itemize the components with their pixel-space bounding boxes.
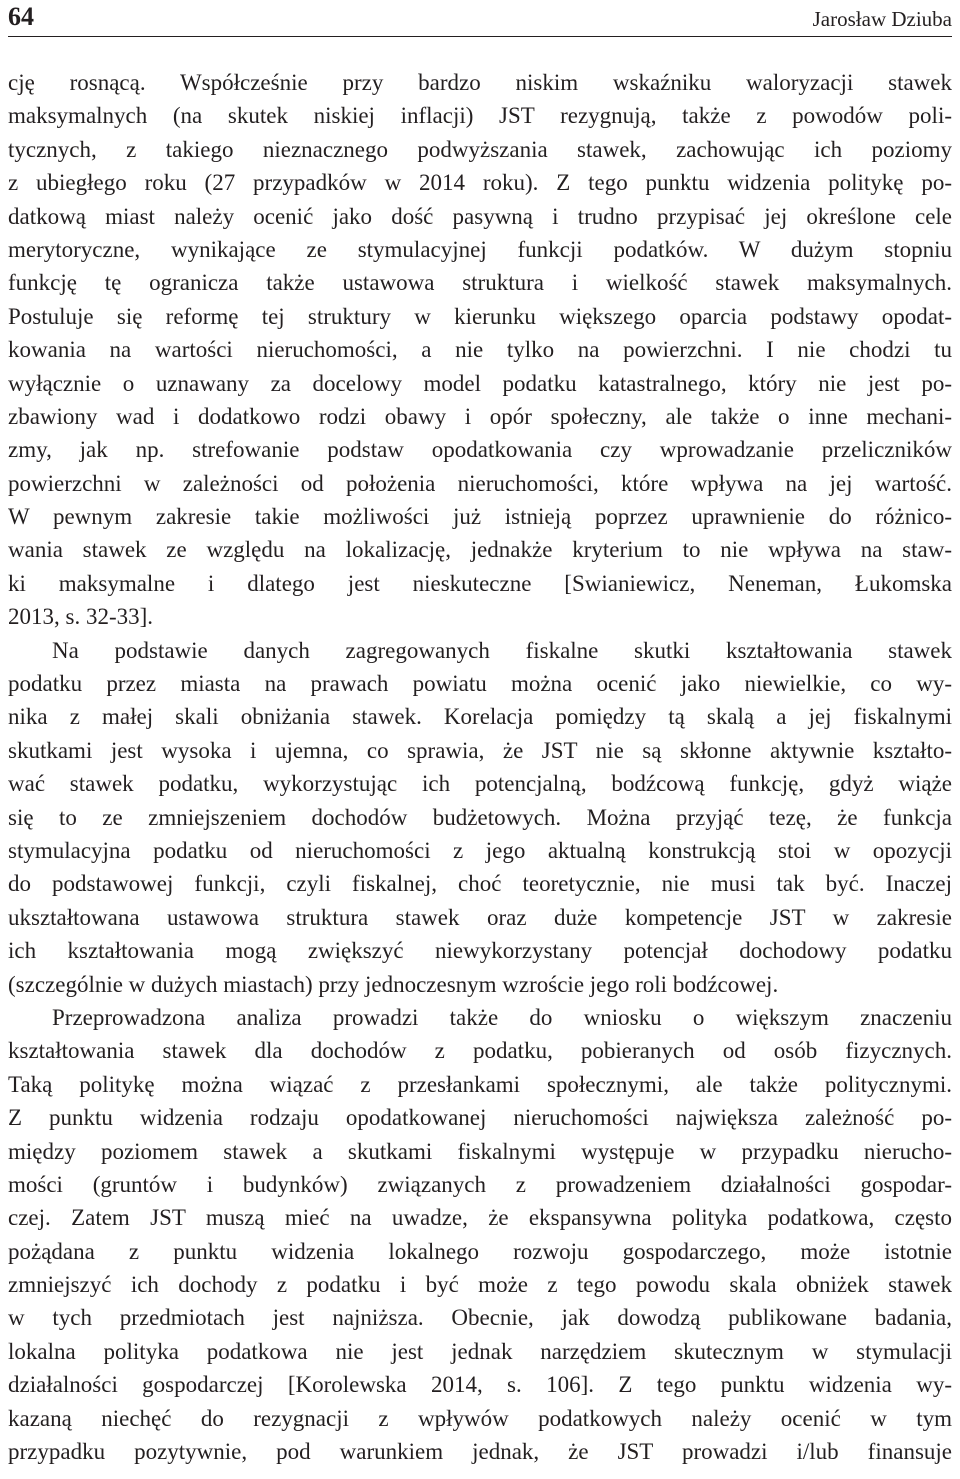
text-line: wyłącznie o uznawany za docelowy model podatku katastralnego, który nie jest po- — [8, 370, 952, 396]
text-line: kowania na wartości nieruchomości, a nie tylko na powierzchni. I nie chodzi tu — [8, 337, 952, 363]
text-line: wania stawek ze względu na lokalizację, jednakże kryterium to nie wpływa na staw- — [8, 537, 952, 563]
text-line: lokalna polityka podatkowa nie jest jednak narzędziem skutecznym w stymulacji — [8, 1338, 952, 1364]
text-line: ukształtowana ustawowa struktura stawek oraz duże kompetencje JST w zakresie — [8, 904, 952, 930]
text-line: działalności gospodarczej [Korolewska 2014, s. 106]. Z tego punktu widzenia wy- — [8, 1372, 952, 1398]
text-line: Postuluje się reformę tej struktury w kierunku większego oparcia podstawy opodat- — [8, 303, 952, 329]
text-line: Przeprowadzona analiza prowadzi także do wniosku o większym znaczeniu — [52, 1004, 952, 1030]
text-line: zbawiony wad i dodatkowo rodzi obawy i opór społeczny, ale także o inne mechani- — [8, 403, 952, 429]
text-line: mości (gruntów i budynków) związanych z prowadzeniem działalności gospodar- — [8, 1171, 952, 1197]
text-line: maksymalnych (na skutek niskiej inflacji) JST rezygnują, także z powodów poli- — [8, 103, 952, 129]
page-number: 64 — [8, 2, 34, 31]
text-line: czej. Zatem JST muszą mieć na uwadze, że ekspansywna polityka podatkowa, często — [8, 1205, 952, 1231]
text-line: przypadku pozytywnie, pod warunkiem jednak, że JST prowadzi i/lub finansuje — [8, 1439, 952, 1465]
text-line: 2013, s. 32-33]. — [8, 604, 154, 630]
text-line: w tych przedmiotach jest najniższa. Obecnie, jak dowodzą publikowane badania, — [8, 1305, 952, 1331]
text-line: zmniejszyć ich dochody z podatku i być może z tego powodu skala obniżek stawek — [8, 1272, 952, 1298]
running-head-author: Jarosław Dziuba — [812, 7, 952, 31]
page-header — [8, 0, 952, 37]
text-line: Taką politykę można wiązać z przesłankami społecznymi, ale także politycznymi. — [8, 1071, 952, 1097]
text-line: cję rosnącą. Współcześnie przy bardzo niskim wskaźniku waloryzacji stawek — [8, 70, 952, 95]
text-line: podatku przez miasta na prawach powiatu można ocenić jako niewielkie, co wy- — [8, 671, 952, 697]
text-line: (szczególnie w dużych miastach) przy jednoczesnym wzroście jego roli bodźcowej. — [8, 971, 779, 997]
text-line: do podstawowej funkcji, czyli fiskalnej, choć teoretycznie, nie musi tak być. Inaczej — [8, 871, 952, 897]
text-line: stymulacyjna podatku od nieruchomości z jego aktualną konstrukcją stoi w opozycji — [8, 837, 952, 863]
text-line: powierzchni w zależności od położenia nieruchomości, które wpływa na jej wartość. — [8, 470, 952, 496]
text-line: się to ze zmniejszeniem dochodów budżetowych. Można przyjąć tezę, że funkcja — [8, 804, 952, 830]
text-line: merytoryczne, wynikające ze stymulacyjnej funkcji podatków. W dużym stopniu — [8, 236, 952, 262]
text-line: pożądana z punktu widzenia lokalnego rozwoju gospodarczego, może istotnie — [8, 1238, 952, 1264]
text-line: Z punktu widzenia rodzaju opodatkowanej nieruchomości największa zależność po- — [8, 1105, 952, 1131]
text-line: kształtowania stawek dla dochodów z podatku, pobieranych od osób fizycznych. — [8, 1038, 952, 1064]
text-line: z ubiegłego roku (27 przypadków w 2014 roku). Z tego punktu widzenia politykę po- — [8, 170, 952, 196]
text-line: ich kształtowania mogą zwiększyć niewykorzystany potencjał dochodowy podatku — [8, 938, 952, 964]
text-line: kazaną niechęć do rezygnacji z wpływów podatkowych należy ocenić w tym — [8, 1405, 952, 1431]
text-line: nika z małej skali obniżania stawek. Korelacja pomiędzy tą skalą a jej fiskalnymi — [8, 704, 952, 730]
text-line: datkową miast należy ocenić jako dość pasywną i trudno przypisać jej określone cele — [8, 203, 952, 229]
body-text — [8, 66, 952, 1468]
text-line: ki maksymalne i dlatego jest nieskuteczne [Swianiewicz, Neneman, Łukomska — [8, 570, 952, 596]
text-line: zmy, jak np. strefowanie podstaw opodatkowania czy wprowadzanie przeliczników — [8, 437, 952, 463]
text-line: funkcję tę ogranicza także ustawowa struktura i wielkość stawek maksymalnych. — [8, 270, 952, 296]
text-line: W pewnym zakresie takie możliwości już istnieją poprzez uprawnienie do różnico- — [8, 504, 952, 530]
text-line: skutkami jest wysoka i ujemna, co sprawia, że JST nie są skłonne aktywnie kształto- — [8, 737, 952, 763]
text-line: wać stawek podatku, wykorzystując ich potencjalną, bodźcową funkcję, gdyż wiąże — [8, 771, 952, 797]
text-line: między poziomem stawek a skutkami fiskalnymi występuje w przypadku nierucho- — [8, 1138, 952, 1164]
text-line: Na podstawie danych zagregowanych fiskalne skutki kształtowania stawek — [52, 637, 952, 663]
text-line: tycznych, z takiego nieznacznego podwyższania stawek, zachowując ich poziomy — [8, 136, 952, 162]
